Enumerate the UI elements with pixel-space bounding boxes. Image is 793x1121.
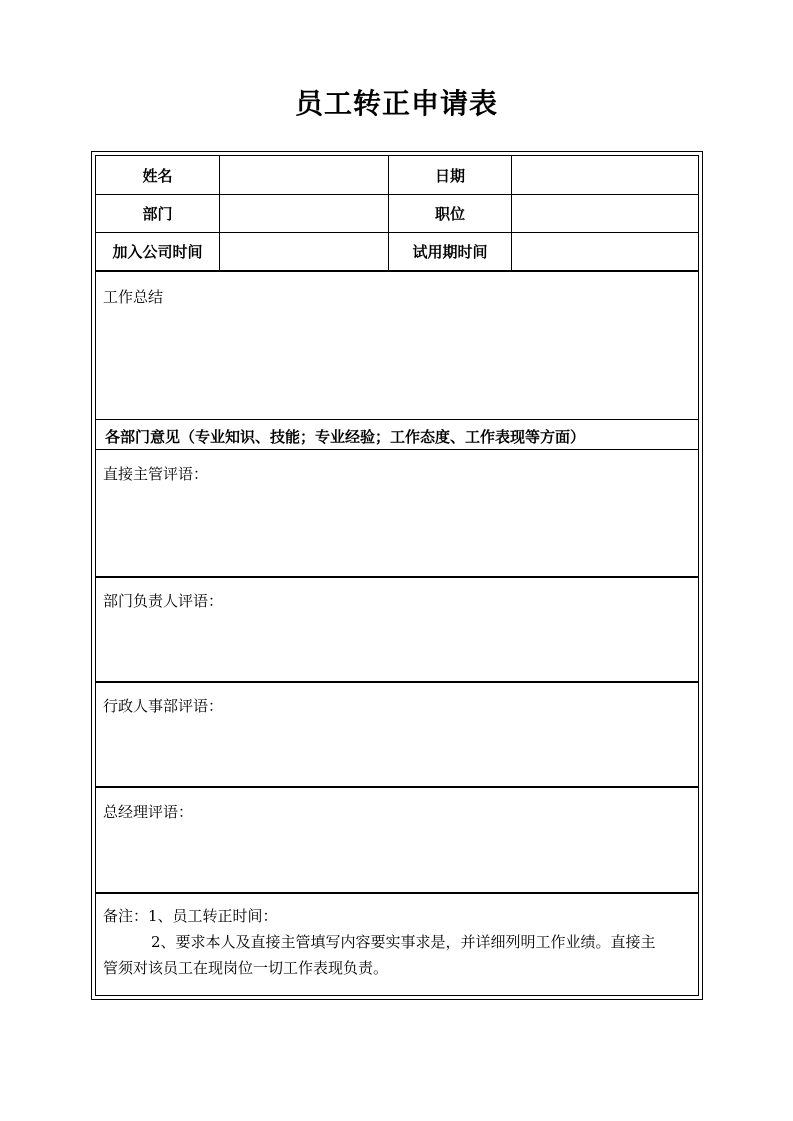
page-title: 员工转正申请表: [294, 87, 498, 120]
section-divider: [96, 576, 698, 578]
join-date-label: 加入公司时间: [112, 242, 203, 261]
dept-head-comment-label: 部门负责人评语：: [103, 592, 224, 610]
dept-opinion-heading: 各部门意见（专业知识、技能；专业经验；工作态度、工作表现等方面）: [105, 428, 586, 446]
date-label: 日期: [434, 166, 465, 185]
name-label: 姓名: [142, 166, 173, 185]
work-summary-label: 工作总结: [103, 288, 164, 306]
section-divider: [96, 786, 698, 788]
supervisor-comment-label: 直接主管评语：: [103, 465, 209, 483]
dept-value-field[interactable]: [220, 194, 388, 232]
section-divider: [96, 892, 698, 894]
name-value-field[interactable]: [220, 156, 388, 194]
section-divider: [96, 449, 698, 450]
note-line-2: 2、要求本人及直接主管填写内容要实事求是，并详细列明工作业绩。直接主: [151, 933, 656, 951]
dept-label: 部门: [142, 204, 173, 223]
probation-label: 试用期时间: [412, 242, 488, 261]
date-value-field[interactable]: [512, 156, 700, 194]
position-label: 职位: [434, 204, 465, 223]
hr-comment-label: 行政人事部评语：: [103, 697, 224, 715]
notes-block: [103, 903, 690, 981]
note-line-1: 备注：1、员工转正时间：: [103, 907, 278, 925]
note-line-3: 管须对该员工在现岗位一切工作表现负责。: [103, 959, 389, 977]
section-divider: [96, 419, 698, 420]
position-value-field[interactable]: [512, 194, 700, 232]
form-table-inner: [95, 155, 699, 996]
join-date-value-field[interactable]: [220, 232, 388, 270]
probation-value-field[interactable]: [512, 232, 700, 270]
section-divider: [96, 270, 698, 272]
gm-comment-label: 总经理评语：: [103, 803, 194, 821]
section-divider: [96, 681, 698, 683]
form-table: [91, 151, 703, 1000]
